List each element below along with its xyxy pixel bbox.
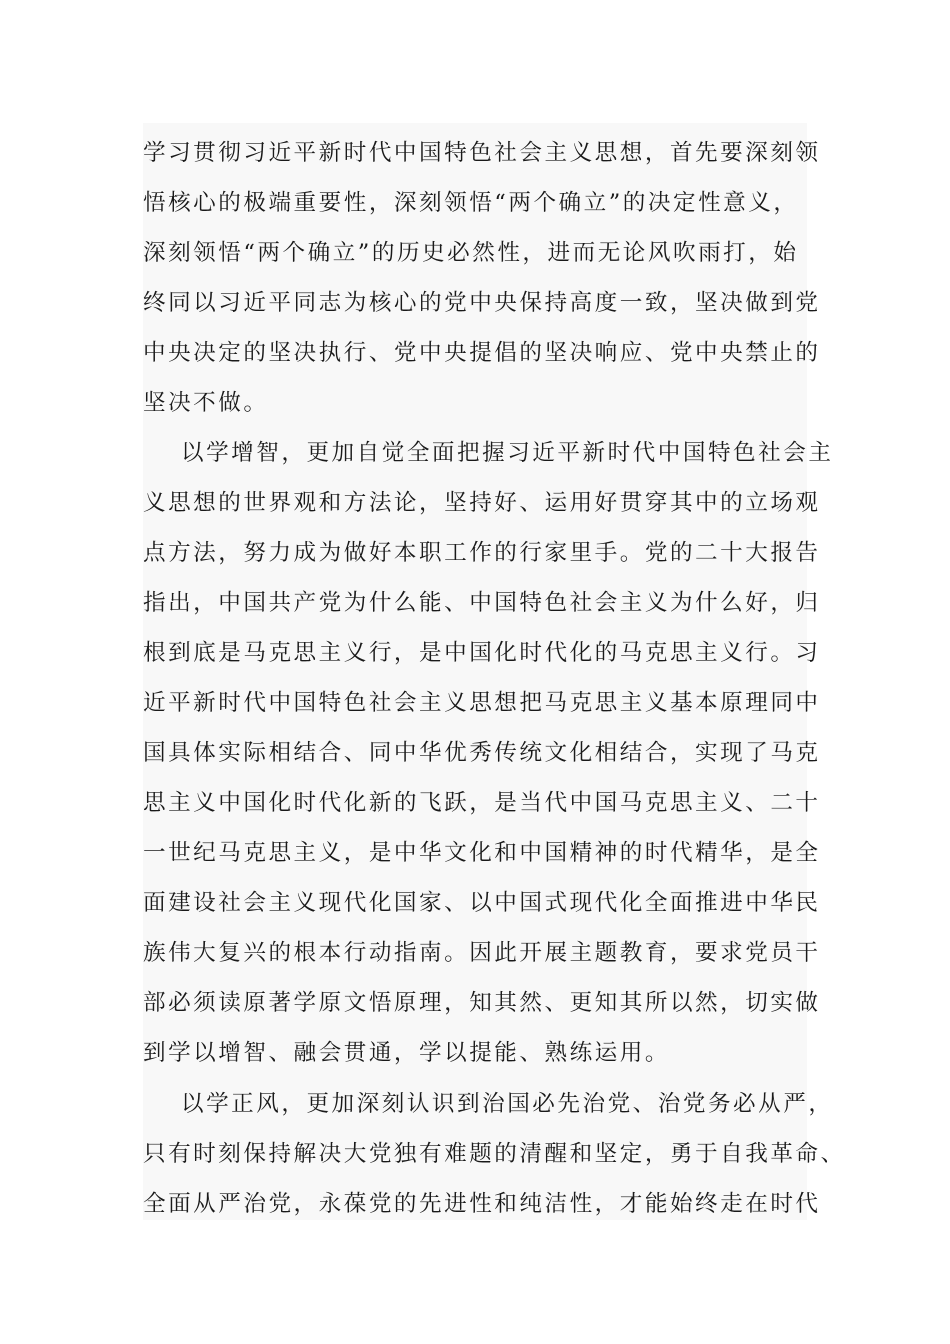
text-line: 坚决不做。 [143, 390, 269, 416]
paragraph-1 [143, 128, 821, 428]
text-line: 点方法，努力成为做好本职工作的行家里手。党的二十大报告 [143, 540, 821, 566]
text-line: 全面从严治党，永葆党的先进性和纯洁性，才能始终走在时代 [143, 1191, 821, 1217]
text-line: 族伟大复兴的根本行动指南。因此开展主题教育，要求党员干 [143, 940, 821, 966]
text-line: 近平新时代中国特色社会主义思想把马克思主义基本原理同中 [143, 690, 821, 716]
text-line: 根到底是马克思主义行，是中国化时代化的马克思主义行。习 [143, 640, 821, 666]
text-line: 一世纪马克思主义，是中华文化和中国精神的时代精华，是全 [143, 840, 821, 866]
text-line: 只有时刻保持解决大党独有难题的清醒和坚定，勇于自我革命、 [143, 1141, 846, 1167]
text-line: 深刻领悟“两个确立”的历史必然性，进而无论风吹雨打，始 [143, 240, 799, 266]
text-line: 义思想的世界观和方法论，坚持好、运用好贯穿其中的立场观 [143, 490, 821, 516]
text-line: 中央决定的坚决执行、党中央提倡的坚决响应、党中央禁止的 [143, 340, 821, 366]
text-line: 学习贯彻习近平新时代中国特色社会主义思想，首先要深刻领 [143, 140, 821, 166]
paragraph-2 [143, 428, 833, 1078]
text-line: 指出，中国共产党为什么能、中国特色社会主义为什么好，归 [143, 590, 821, 616]
text-line: 终同以习近平同志为核心的党中央保持高度一致，坚决做到党 [143, 290, 821, 316]
text-line: 到学以增智、融会贯通，学以提能、熟练运用。 [143, 1040, 670, 1066]
text-line: 面建设社会主义现代化国家、以中国式现代化全面推进中华民 [143, 890, 821, 916]
document-body [143, 123, 846, 1220]
text-line: 悟核心的极端重要性，深刻领悟“两个确立”的决定性意义， [143, 190, 799, 216]
text-line: 以学增智，更加自觉全面把握习近平新时代中国特色社会主 [181, 440, 834, 466]
text-line: 国具体实际相结合、同中华优秀传统文化相结合，实现了马克 [143, 740, 821, 766]
text-line: 思主义中国化时代化新的飞跃，是当代中国马克思主义、二十 [143, 790, 821, 816]
paragraph-3 [143, 1079, 846, 1229]
text-line: 以学正风，更加深刻认识到治国必先治党、治党务必从严， [181, 1091, 834, 1117]
text-line: 部必须读原著学原文悟原理，知其然、更知其所以然，切实做 [143, 990, 821, 1016]
